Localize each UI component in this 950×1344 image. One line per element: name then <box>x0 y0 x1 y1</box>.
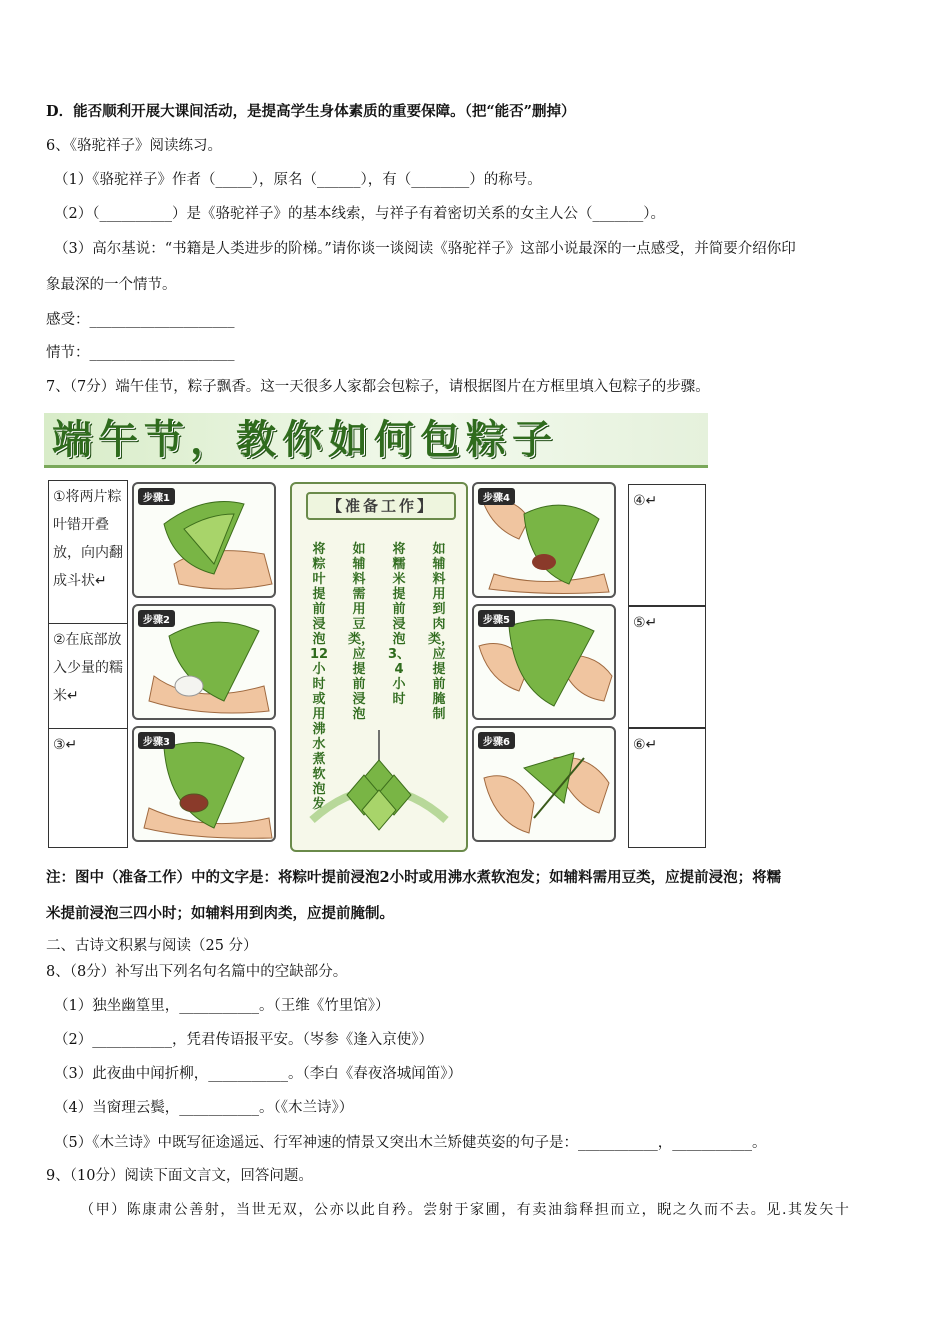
prep-col-3: 将糯米提前浸泡3、4小时 <box>388 542 411 707</box>
prep-col-4: 如辅料用到肉类，应提前腌制 <box>428 542 455 722</box>
zongzi-bundle-illustration <box>292 720 466 850</box>
step-6-panel <box>472 726 616 842</box>
prep-col-2: 如辅料需用豆类，应提前浸泡 <box>348 542 375 722</box>
question-8-3: （3）此夜曲中闻折柳，___________。（李白《春夜洛城闻笛》） <box>54 1066 462 1082</box>
step-box-3-text: ③↵ <box>53 737 78 753</box>
step-1-panel <box>132 482 276 598</box>
question-6-title: 6、《骆驼祥子》阅读练习。 <box>46 138 222 154</box>
step-5-panel <box>472 604 616 720</box>
question-8-title: 8、（8分）补写出下列名句名篇中的空缺部分。 <box>46 964 348 980</box>
step-1-badge: 步骤1 <box>138 488 175 505</box>
question-6-3-line2: 象最深的一个情节。 <box>46 277 177 293</box>
step-box-1-text: ①将两片粽叶错开叠放，向内翻成斗状↵ <box>53 489 123 589</box>
step-box-5-text: ⑤↵ <box>633 615 658 631</box>
feeling-blank: 感受：____________________ <box>46 312 235 328</box>
banner-title: 端午节，教你如何包粽子 <box>52 417 558 463</box>
step-box-2 <box>48 623 128 729</box>
question-6-3-line1: （3）高尔基说：“书籍是人类进步的阶梯。”请你谈一谈阅读《骆驼祥子》这部小说最深的一点感受，并简要介绍你印 <box>54 241 796 257</box>
step-4-panel <box>472 482 616 598</box>
step-2-panel <box>132 604 276 720</box>
plot-blank: 情节：____________________ <box>46 345 235 361</box>
step-box-6[interactable] <box>628 728 706 848</box>
step-4-badge: 步骤4 <box>478 488 515 505</box>
step-box-2-text: ②在底部放入少量的糯米↵ <box>53 632 123 704</box>
step-3-panel <box>132 726 276 842</box>
figure-banner <box>44 413 708 468</box>
classical-text-a: （甲）陈康肃公善射，当世无双，公亦以此自矜。尝射于家圃，有卖油翁释担而立，睨之久而不去。见.其发矢十 <box>80 1202 851 1218</box>
step-3-badge: 步骤3 <box>138 732 175 749</box>
option-d: D．能否顺利开展大课间活动，是提高学生身体素质的重要保障。（把“能否”删掉） <box>46 103 576 120</box>
question-6-1: （1）《骆驼祥子》作者（_____），原名（______），有（________）的称号。 <box>54 172 542 188</box>
question-6-2: （2）（__________）是《骆驼祥子》的基本线索，与祥子有着密切关系的女主人公（_______）。 <box>54 206 665 222</box>
figure-note-line1: 注：图中（准备工作）中的文字是：将粽叶提前浸泡2小时或用沸水煮软泡发；如辅料需用豆类，应提前浸泡；将糯 <box>46 869 782 886</box>
step-2-badge: 步骤2 <box>138 610 175 627</box>
step-box-3[interactable] <box>48 728 128 848</box>
question-8-2: （2）___________，凭君传语报平安。（岑参《逢入京使》） <box>54 1032 433 1048</box>
step-box-4-text: ④↵ <box>633 493 658 509</box>
question-7-title: 7、（7分）端午佳节，粽子飘香。这一天很多人家都会包粽子，请根据图片在方框里填入包粽子的步骤。 <box>46 379 710 395</box>
step-box-5[interactable] <box>628 606 706 728</box>
step-5-badge: 步骤5 <box>478 610 515 627</box>
question-8-1: （1）独坐幽篁里，___________。（王维《竹里馆》） <box>54 998 390 1014</box>
section-2-heading: 二、古诗文积累与阅读（25 分） <box>46 938 258 954</box>
step-box-6-text: ⑥↵ <box>633 737 658 753</box>
step-box-4[interactable] <box>628 484 706 606</box>
figure-note-line2: 米提前浸泡三四小时；如辅料用到肉类，应提前腌制。 <box>46 905 394 922</box>
zongzi-instruction-figure <box>44 410 708 850</box>
prep-col-1: 将粽叶提前浸泡12小时或用沸水煮软泡发 <box>309 542 329 812</box>
preparation-title: 【准备工作】 <box>306 492 456 520</box>
step-6-badge: 步骤6 <box>478 732 515 749</box>
question-9-title: 9、（10分）阅读下面文言文，回答问题。 <box>46 1168 313 1184</box>
question-8-5: （5）《木兰诗》中既写征途遥远、行军神速的情景又突出木兰矫健英姿的句子是：___________，___________。 <box>54 1135 767 1151</box>
question-8-4: （4）当窗理云鬓，___________。（《木兰诗》） <box>54 1100 354 1116</box>
step-box-1 <box>48 480 128 624</box>
preparation-panel <box>290 482 468 852</box>
